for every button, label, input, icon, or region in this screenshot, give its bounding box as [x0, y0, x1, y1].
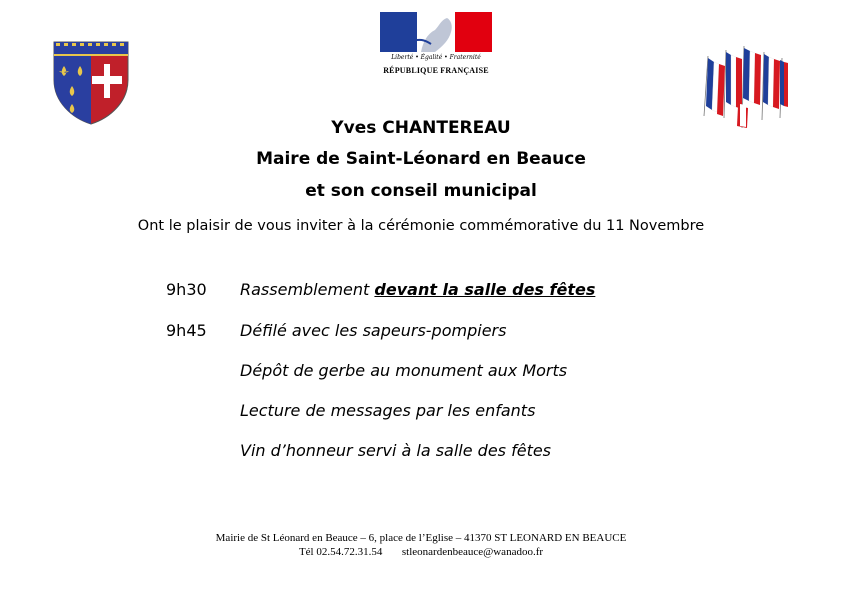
program-item-text: Rassemblement: [240, 280, 375, 299]
council-line: et son conseil municipal: [305, 181, 537, 201]
program-item: [240, 280, 595, 299]
footer-address: Mairie de St Léonard en Beauce – 6, place de l’Eglise – 41370 ST LEONARD EN BEAUCE: [215, 532, 627, 544]
program-item-emphasis: devant la salle des fêtes: [374, 280, 596, 299]
program-item: Lecture de messages par les enfants: [240, 401, 536, 420]
logo-motto: Liberté • Égalité • Fraternité: [391, 54, 481, 61]
program-time: 9h45: [166, 321, 207, 340]
logo-republic-text: RÉPUBLIQUE FRANÇAISE: [383, 66, 489, 75]
footer-phone: Tél 02.54.72.31.54: [298, 546, 383, 558]
program-time: 9h30: [166, 280, 207, 299]
mayor-name: Yves CHANTEREAU: [331, 118, 511, 138]
program-item: Défilé avec les sapeurs-pompiers: [240, 321, 507, 340]
coat-of-arms-image: [52, 40, 130, 126]
tricolor-flag-icon: [380, 12, 492, 52]
footer-email[interactable]: stleonardenbeauce@wanadoo.fr: [401, 546, 544, 558]
program-item: Dépôt de gerbe au monument aux Morts: [240, 361, 568, 380]
republique-francaise-logo: [380, 12, 492, 78]
program-item: Vin d’honneur servi à la salle des fêtes: [240, 441, 552, 460]
footer-contact: [0, 546, 842, 558]
mayor-title: Maire de Saint-Léonard en Beauce: [256, 149, 586, 169]
invitation-text: Ont le plaisir de vous inviter à la cérémonie commémorative du 11 Novembre: [137, 218, 705, 234]
